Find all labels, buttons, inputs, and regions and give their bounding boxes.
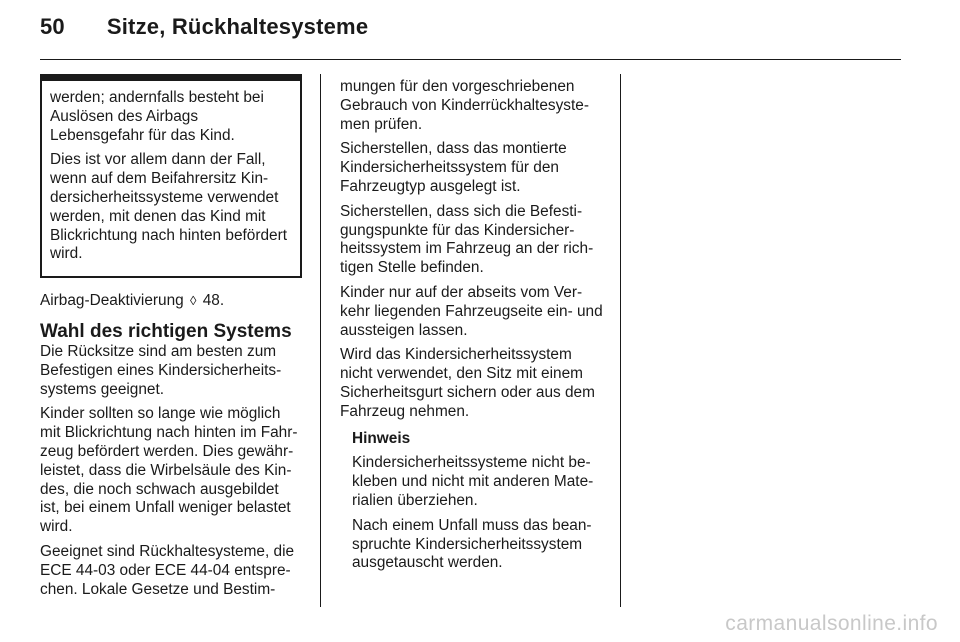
watermark: carmanualsonline.info [725,612,938,635]
page-header [40,14,368,40]
warning-paragraph-1: werden; andernfalls besteht bei Auslösen des Airbags Lebensgefahr für das Kind. [50,89,264,144]
column-divider-1 [320,74,321,607]
note-title: Hinweis [352,429,411,447]
note-block [352,430,605,574]
warning-paragraph-2: Dies ist vor allem dann der Fall, wenn auf dem Beifahrersitz Kindersicherheitssysteme verwendet werden, mit denen das Kind mit Blickrichtung nach hinten befördert wird. [50,151,287,263]
crossref-page[interactable]: 48. [202,292,225,310]
paragraph: mungen für den vorgeschriebenen Gebrauch von Kinderrückhaltesystemen prüfen. [340,78,589,133]
column-1 [40,74,301,605]
page-number: 50 [40,14,65,39]
note-paragraph: Kindersicherheitssysteme nicht bekleben und nicht mit anderen Materialien überziehen. [352,454,594,509]
header-rule [40,59,901,60]
crossref-arrow-icon: ◊ [190,293,197,309]
paragraph: Kinder nur auf der abseits vom Verkehr liegenden Fahrzeugseite ein- und aussteigen lassen. [340,283,603,339]
note-paragraph: Nach einem Unfall muss das beanspruchte Kindersicherheitssystem ausgetauscht werden. [352,516,592,572]
paragraph: Sicherstellen, dass sich die Befestigungspunkte für das Kindersicherheitssystem im Fahrzeug an der richtigen Stelle befinden. [340,202,594,277]
section-heading: Wahl des richtigen Systems [40,320,292,342]
paragraph: Wird das Kindersicherheitssystem nicht verwendet, den Sitz mit einem Sicherheitsgurt sichern oder aus dem Fahrzeug nehmen. [340,346,595,420]
paragraph: Sicherstellen, dass das montierte Kindersicherheitssystem für den Fahrzeugtyp ausgelegt ist. [340,140,567,195]
paragraph: Geeignet sind Rückhaltesysteme, die ECE 44-03 oder ECE 44-04 entsprechen. Lokale Gesetze und Bestim- [40,542,295,598]
crossref-text: Airbag-Deaktivierung [40,292,184,310]
column-divider-2 [620,74,621,607]
warning-box [40,74,302,278]
crossref-line [40,292,301,311]
chapter-title: Sitze, Rückhaltesysteme [106,14,369,39]
paragraph: Kinder sollten so lange wie möglich mit Blickrichtung nach hinten im Fahrzeug befördert werden. Dies gewährleistet, dass die Wirbelsäule des Kindes, die noch schwach ausgebildet ist, bei einem Unfall weniger belastet wird. [40,405,298,536]
column-2 [340,78,605,579]
paragraph: Die Rücksitze sind am besten zum Befestigen eines Kindersicherheitssystems geeignet. [40,342,282,398]
